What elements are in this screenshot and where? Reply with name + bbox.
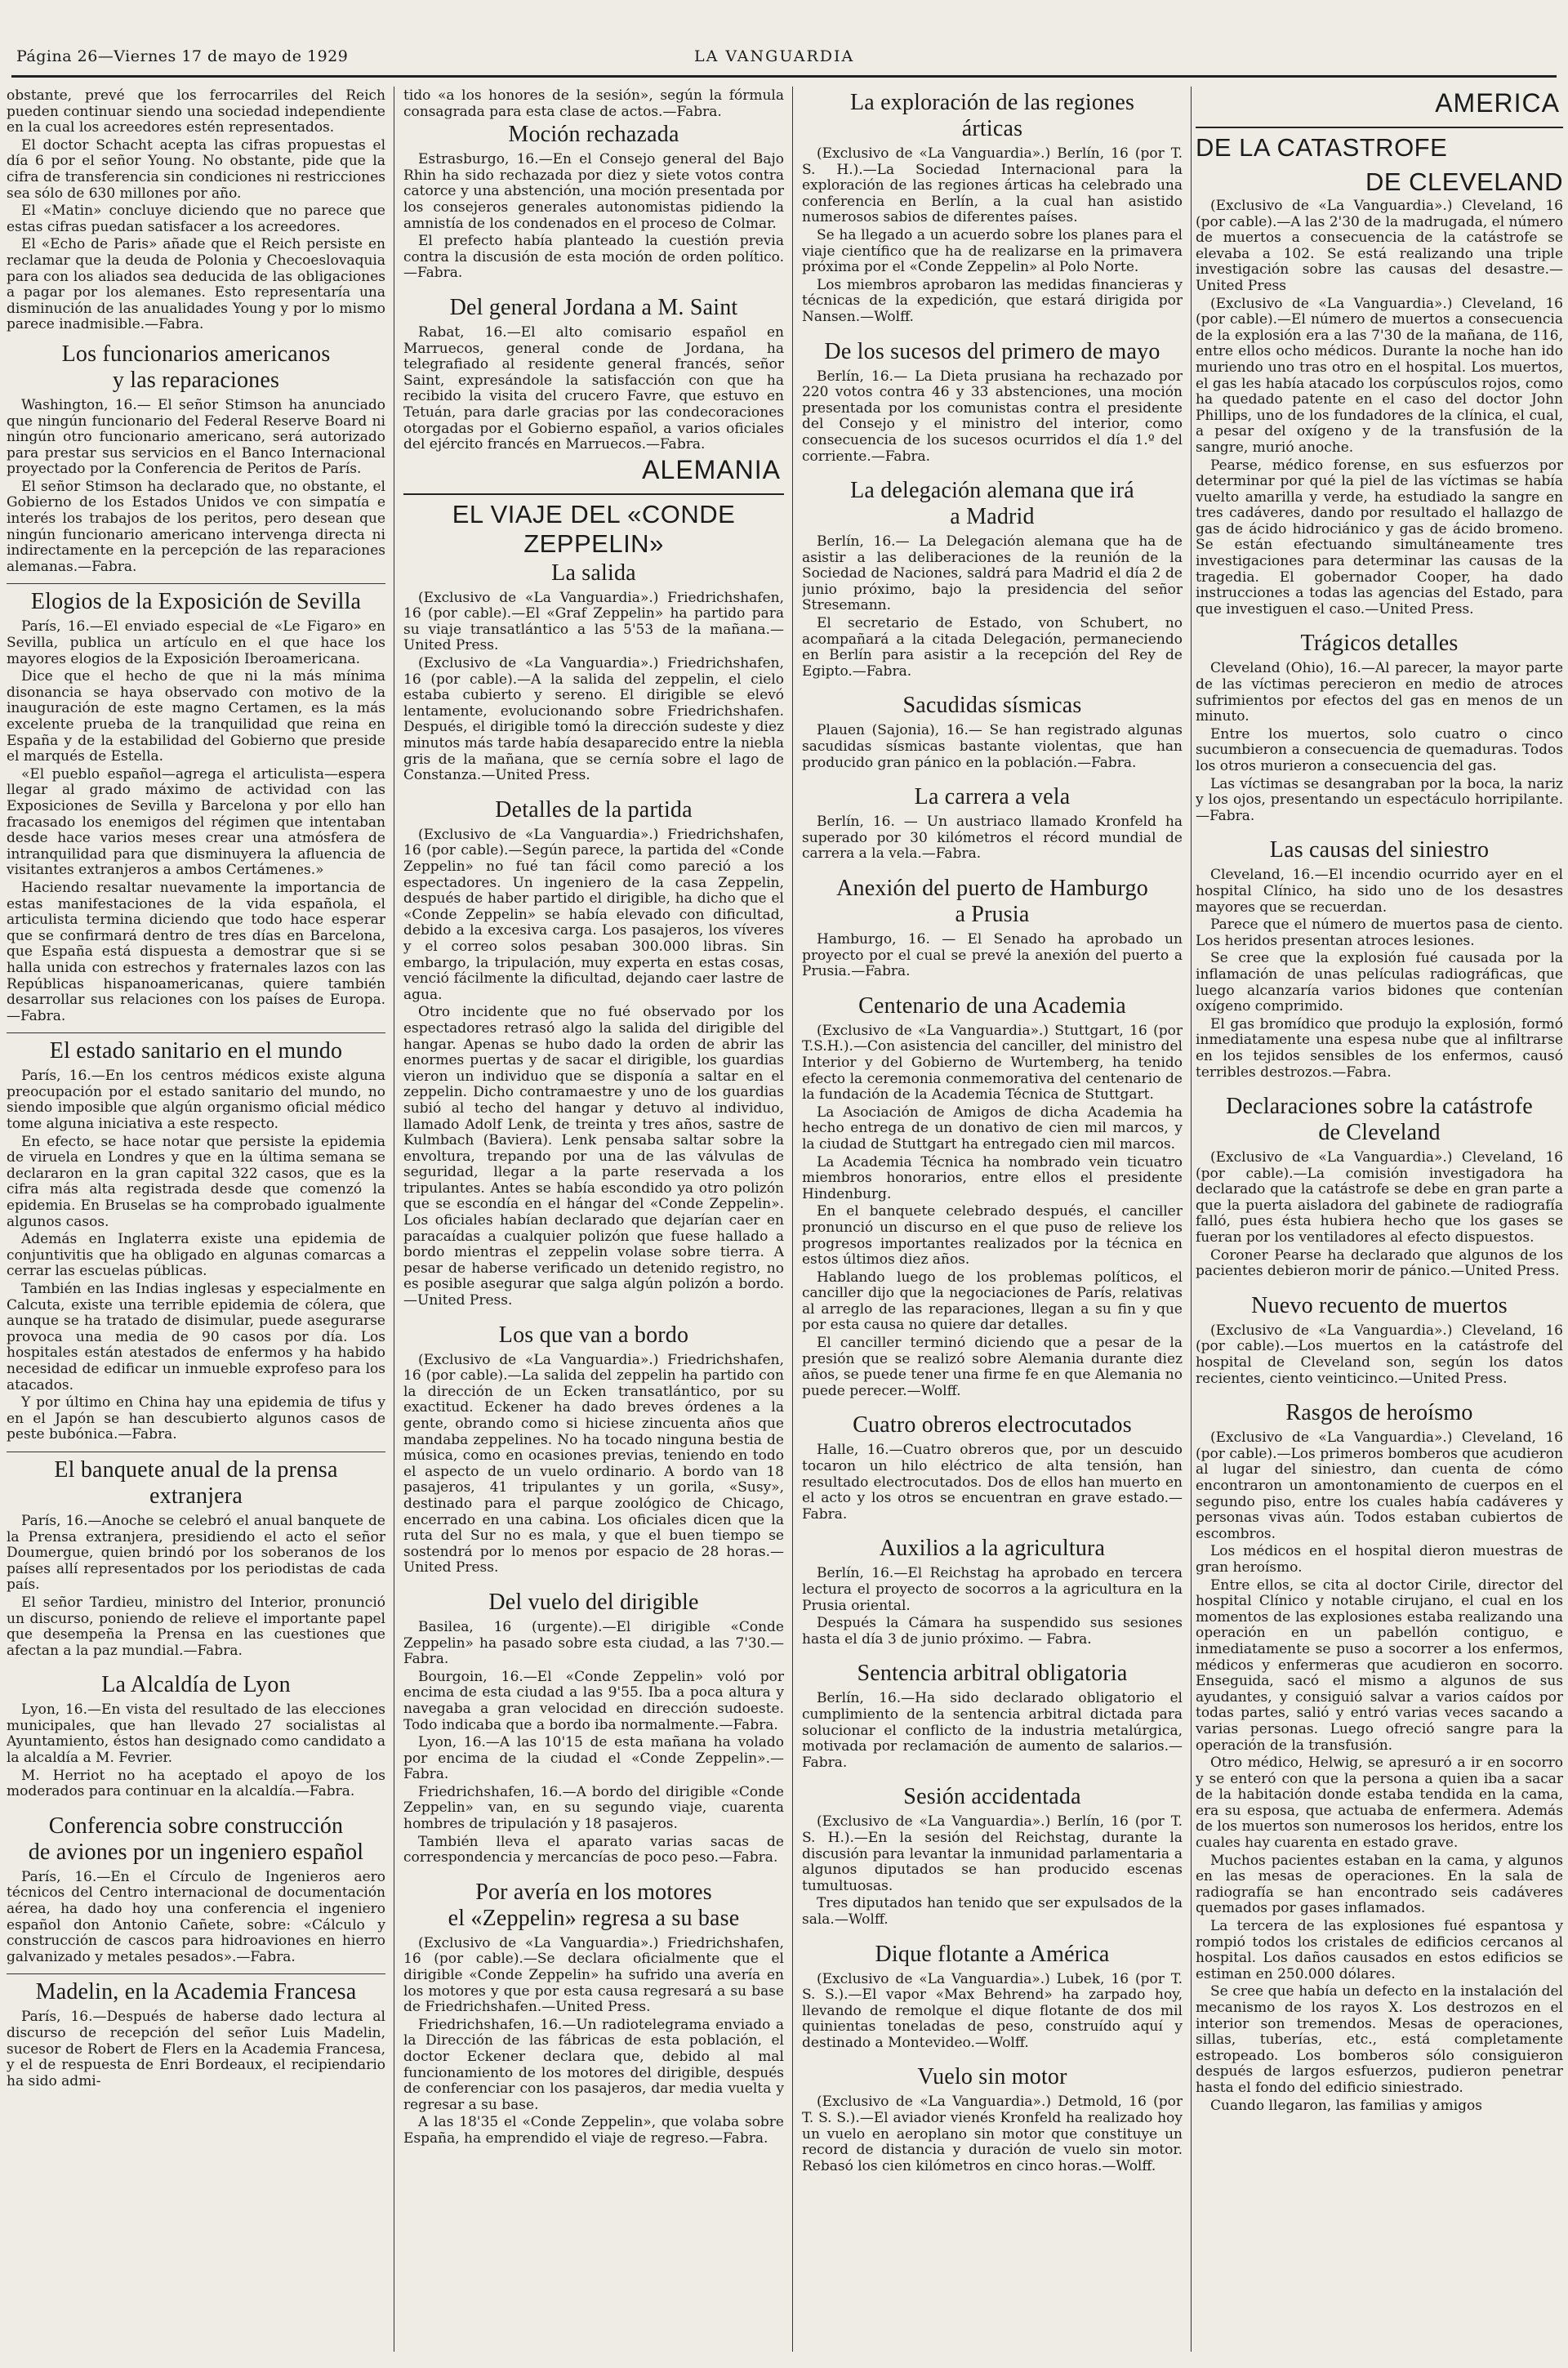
headline: Por avería en los motores el «Zeppelin» regresa a su base (448, 1879, 740, 1931)
article-declaraciones-catastrofe (1196, 1094, 1563, 1280)
headline: Conferencia sobre construcción de aviones por un ingeniero español (28, 1813, 364, 1865)
headline: La delegación alemana que irá a Madrid (850, 478, 1134, 530)
headline: La Alcaldía de Lyon (101, 1672, 291, 1698)
column-2 (403, 88, 784, 2357)
article-funcionarios (7, 341, 385, 576)
paragraph: Los médicos en el hospital dieron muestras de gran heroísmo. (1196, 1543, 1563, 1576)
paragraph: Tres diputados han tenido que ser expulsados de la sala.—Wolff. (802, 1895, 1183, 1928)
article-elogios-exposicion (7, 589, 385, 1024)
headline: Anexión del puerto de Hamburgo a Prusia (836, 876, 1148, 927)
column-4 (1196, 88, 1563, 2357)
headline: La carrera a vela (914, 784, 1071, 810)
headline: El estado sanitario en el mundo (49, 1038, 343, 1064)
article-salida (403, 560, 784, 784)
paragraph: También lleva el aparato varias sacas de correspondencia y mercancías de poco peso.—Fabra. (403, 1833, 784, 1866)
paragraph: Rabat, 16.—El alto comisario español en Marruecos, general conde de Jordana, ha telegrafiado al residente general francés, señor Saint, expresándole la satisfacción con que ha recibido la visita del crucero Favre, que estuvo en Tetuán, para darle gracias por las condecoraciones otorgadas por el Gobierno español, a varios oficiales del ejército francés en Marruecos.—Fabra. (403, 323, 784, 453)
paragraph: M. Herriot no ha aceptado el apoyo de los moderados para continuar en la alcaldía.—Fabra. (7, 1767, 385, 1800)
paragraph: «El pueblo español—agrega el articulista—espera llegar al grado máximo de actividad con las Exposiciones de Sevilla y Barcelona y por ello han fracasado los enemigos del régimen que intentaban desde hace varios meses crear una atmósfera de intranquilidad para que disminuyera la afluencia de visitantes extranjeros a ambos Certámenes.» (7, 765, 385, 879)
article-vuelo-sin-motor (802, 2064, 1183, 2174)
section-divider (1196, 127, 1563, 128)
paragraph: Entre ellos, se cita al doctor Cirile, director del hospital Clínico y notable cirujano, el cual en los momentos de las explosiones estaba realizando una operación en un pabellón contiguo, e inmediatamente se puso a socorrer a los enfermos, médicos y enfermeras que acudieron en socorro. Enseguida, sacó el mismo a algunos de sus ayudantes, y consiguió salvar a varios caídos por todas partes, salió y entró varias veces sacando a varias personas. Luego ofreció sangre para la operación de la transfusión. (1196, 1576, 1563, 1754)
section-divider (403, 493, 784, 495)
headline: Declaraciones sobre la catástrofe de Cleveland (1226, 1094, 1533, 1146)
section-region-label: AMERICA (1435, 88, 1560, 118)
headline: Del general Jordana a M. Saint (449, 294, 738, 320)
paragraph: El «Echo de Paris» añade que el Reich persiste en reclamar que la deuda de Polonia y Checoeslovaquia para con los aliados sea deducida de las obligaciones a pagar por los alemanes. Esto representaría una disminución de las anualidades Young y por lo mismo parece inadmisible.—Fabra. (7, 236, 385, 333)
paragraph: París, 16.—En el Círculo de Ingenieros aero técnicos del Centro internacional de documentación aérea, ha dado hoy una conferencia el ingeniero español don Antonio Cañete, sobre: «Cálculo y construcción de cascos para hidroaviones en hierro galvanizado y metales pesados».—Fabra. (7, 1868, 385, 1965)
paragraph: Lyon, 16.—A las 10'15 de esta mañana ha volado por encima de la ciudad el «Conde Zeppelin».—Fabra. (403, 1734, 784, 1783)
headline: Detalles de la partida (495, 796, 693, 823)
article-recuento-muertos (1196, 1293, 1563, 1387)
article-carrera-vela (802, 784, 1183, 863)
paragraph: tido «a los honores de la sesión», según la fórmula consagrada para esta clase de actos.—Fabra. (403, 88, 784, 120)
main-headline: EL VIAJE DEL «CONDE ZEPPELIN» (452, 499, 736, 558)
paragraph: Berlín, 16. — Un austriaco llamado Kronfeld ha superado por 30 kilómetros el récord mundial de carrera a la vela.—Fabra. (802, 814, 1183, 863)
newspaper-name: LA VANGUARDIA (694, 47, 855, 65)
article-jordana (403, 295, 784, 453)
paragraph: París, 16.—El enviado especial de «Le Figaro» en Sevilla, publica un artículo en el que hace los mayores elogios de la Exposición Iberoamericana. (7, 618, 385, 667)
article-sentencia-arbitral (802, 1661, 1183, 1771)
paragraph: (Exclusivo de «La Vanguardia».) Friedrichshafen, 16 (por cable).—Se declara oficialmente que el dirigible «Conde Zeppelin» ha sufrido una avería en los motores y que por esta causa regresará a su base de Friedrichshafen.—United Press. (403, 1934, 784, 2016)
paragraph: (Exclusivo de «La Vanguardia».) Berlín, 16 (por T. S. H.).—En la sesión del Reichstag, durante la discusión para levantar la inmunidad parlamentaria a algunos diputados se han producido escenas tumultuosas. (802, 1813, 1183, 1894)
article-madelin (7, 1979, 385, 2089)
paragraph: También en las Indias inglesas y especialmente en Calcuta, existe una terrible epidemia de cólera, que aunque se ha tratado de disimular, puede asegurarse provoca una media de 90 casos por día. Los hospitales están atestados de enfermos y ha habido necesidad de edificar un inmueble exprofeso para los atacados. (7, 1281, 385, 1394)
paragraph: El señor Tardieu, ministro del Interior, pronunció un discurso, poniendo de relieve el importante papel que desempeña la Prensa en las cuestiones que afectan a la paz mundial.—Fabra. (7, 1594, 385, 1659)
article-conferencia-aviones (7, 1813, 385, 1966)
paragraph: El secretario de Estado, von Schubert, no acompañará a la citada Delegación, permaneciendo en Berlín para asistir a la recepción del Rey de Egipto.—Fabra. (802, 615, 1183, 680)
paragraph: (Exclusivo de «La Vanguardia».) Friedrichshafen, 16 (por cable).—Según parece, la partida del «Conde Zeppelin» no fué tan fácil como pareció a los espectadores. Un ingeniero de la casa Zeppelin, después de haber partido el dirigible, ha dicho que el «Conde Zeppelin» se había elevado con dificultad, debido a la excesiva carga. Los pasajeros, los víveres y el correo solos pesaban 300.000 libras. Sin embargo, la tripulación, muy experta en estas cosas, venció fácilmente la dificultad, dejando caer lastre de agua. (403, 826, 784, 1003)
paragraph: Bourgoin, 16.—El «Conde Zeppelin» voló por encima de esta ciudad a las 9'55. Iba a poca altura y navegaba a gran velocidad en dirección sudoeste. Todo indicaba que a bordo iba normalmente.—Fabra. (403, 1668, 784, 1733)
article-continuation (403, 88, 784, 120)
article-exploracion-artica (802, 90, 1183, 326)
headline: Sacudidas sísmicas (902, 693, 1082, 719)
main-headline: DE LA CATASTROFE (1196, 133, 1448, 162)
paragraph: Se ha llegado a un acuerdo sobre los planes para el viaje científico que ha de realizarse en la primavera próxima por el «Conde Zeppelin» al Polo Norte. (802, 226, 1183, 276)
paragraph: Se cree que la explosión fué causada por la inflamación de unas películas radiográficas, que luego alcanzaría varios bidones que contenían oxígeno comprimido. (1196, 950, 1563, 1015)
article-divider (7, 583, 385, 584)
article-anexion-hamburgo (802, 876, 1183, 980)
headline: Nuevo recuento de muertos (1251, 1292, 1508, 1318)
paragraph: Los miembros aprobaron las medidas financieras y técnicas de la expedición, que estará dirigida por Nansen.—Wolff. (802, 276, 1183, 325)
headline: Centenario de una Academia (858, 992, 1126, 1019)
paragraph: Cleveland (Ohio), 16.—Al parecer, la mayor parte de las víctimas perecieron en medio de atroces sufrimientos por efectos del gas en menos de un minuto. (1196, 660, 1563, 725)
column-rule (1191, 87, 1192, 2352)
headline: Sentencia arbitral obligatoria (857, 1661, 1128, 1687)
paragraph: Friedrichshafen, 16.—A bordo del dirigible «Conde Zeppelin» van, en su segundo viaje, cuarenta hombres de tripulación y 18 pasajeros. (403, 1783, 784, 1833)
article-vuelo-dirigible (403, 1590, 784, 1866)
paragraph: Cuando llegaron, las familias y amigos (1210, 2097, 1482, 2114)
paragraph: Haciendo resaltar nuevamente la importancia de estas manifestaciones de la vida española, el articulista termina diciendo que todo hace esperar que se confirmará dentro de tres días en Barcelona, que España está dispuesta a demostrar que si se halla unida con estrechos y fraternales lazos con las Repúblicas hispanoamericanas, quiere también desarrollar sus relaciones con los países de Europa.—Fabra. (7, 879, 385, 1024)
article-tragicos-detalles (1196, 631, 1563, 824)
paragraph: Pearse, médico forense, en sus esfuerzos por determinar por qué la piel de las víctimas se había vuelto amarilla y verde, ha estudiado la sangre en tres cadáveres, dando por resultado el hallazgo de gas de ácido hidrociánico y gas de ácido bromeno. Se están efectuando simultáneamente tres investigaciones para determinar las causas de la tragedia. El gobernador Cooper, ha dado instrucciones a todas las agencias del Estado, para que investiguen el caso.—United Press. (1196, 457, 1563, 618)
column-rule (792, 87, 793, 2352)
paragraph: Las víctimas se desangraban por la boca, la nariz y los ojos, presentando un espectáculo horripilante.—Fabra. (1196, 775, 1563, 824)
paragraph: Berlín, 16.— La Delegación alemana que ha de asistir a las deliberaciones de la reunión de la Sociedad de Naciones, saldrá para Madrid el día 2 de junio próximo, bajo la presidencia del señor Stresemann. (802, 533, 1183, 614)
paragraph: obstante, prevé que los ferrocarriles del Reich pueden continuar siendo una sociedad independiente en la cual los acreedores estén representados. (7, 88, 385, 136)
paragraph: El señor Stimson ha declarado que, no obstante, el Gobierno de los Estados Unidos ve con simpatía e interés los trabajos de los peritos, pero desean que ningún funcionario americano intervenga directa ni indirectamente en la percepción de las reparaciones alemanas.—Fabra. (7, 478, 385, 575)
paragraph: El gas bromídico que produjo la explosión, formó inmediatamente una espesa nube que al infiltrarse en los tejidos sensibles de los enfermos, causó terribles destrozos.—Fabra. (1196, 1015, 1563, 1081)
paragraph: (Exclusivo de «La Vanguardia».) Cleveland, 16 (por cable).—La comisión investigadora ha declarado que la catástrofe se debe en gran parte a que la puerta aisladora del gabinete de radiografía falló, pues ésta hubiera hecho que los gases se fueran por los ventiladores al efecto dispuestos. (1196, 1149, 1563, 1246)
paragraph: (Exclusivo de «La Vanguardia».) Cleveland, 16 (por cable).—El número de muertos a consecuencia de la explosión era a las 7'30 de la mañana, de 116, entre ellos ocho médicos. Durante la noche han ido muriendo uno tras otro en el hospital. Los muertos, el gas les había atacado los corpúsculos rojos, como ha quedado patente en el caso del doctor John Phillips, uno de los fundadores de la clínica, el cual, a pesar del oxígeno y de la transfusión de la sangre, murió anoche. (1196, 295, 1563, 456)
article-detalles-partida (403, 797, 784, 1309)
headline: Auxilios a la agricultura (879, 1536, 1106, 1562)
paragraph: Berlín, 16.— La Dieta prusiana ha rechazado por 220 votos contra 46 y 33 abstenciones, una moción presentada por los comunistas contra el presidente del Consejo y el ministro del interior, como consecuencia de los sucesos ocurridos el día 1.º del corriente.—Fabra. (802, 368, 1183, 465)
paragraph: Dice que el hecho de que ni la más mínima disonancia se haya observado con motivo de la inauguración de este magno Certamen, es la más excelente prueba de la tranquilidad que reina en España y de la estabilidad del Gobierno que preside el marqués de Estella. (7, 668, 385, 765)
headline: De los sucesos del primero de mayo (824, 338, 1160, 364)
article-obreros-electrocutados (802, 1412, 1183, 1523)
headline: Moción rechazada (508, 122, 679, 148)
page-header (11, 46, 1557, 78)
headline: Las causas del siniestro (1269, 837, 1490, 863)
paragraph: La Asociación de Amigos de dicha Academia ha hecho entrega de un donativo de cien mil marcos, y la ciudad de Stuttgart ha entregado cien mil marcos. (802, 1104, 1183, 1153)
article-rasgos-heroismo (1196, 1400, 1563, 2114)
paragraph: Hablando luego de los problemas políticos, el canciller dijo que la negociaciones de París, relativas al arreglo de las reparaciones, llegan a su fin y que por esta causa no quiere dar detalles. (802, 1269, 1183, 1334)
article-dique-flotante (802, 1942, 1183, 2052)
paragraph: Muchos pacientes estaban en la cama, y algunos en las mesas de operaciones. En la sala de radiografía se han encontrado seis cadáveres quemados por gases inflamados. (1196, 1852, 1563, 1917)
article-divider (7, 1032, 385, 1033)
headline: Sesión accidentada (903, 1784, 1081, 1810)
paragraph: El canciller terminó diciendo que a pesar de la presión que se realizó sobre Alemania durante diez años, se puede tener una firme fe en que Alemania no puede perecer.—Wolff. (802, 1335, 1183, 1399)
article-primero-mayo (802, 339, 1183, 466)
paragraph: (Exclusivo de «La Vanguardia».) Cleveland, 16 (por cable).—Los primeros bomberos que acudieron al lugar del siniestro, dan cuenta de cómo encontraron un amontonamiento de cuerpos en el segundo piso, entre los cuales había cadáveres y personas vivas aún. Todos estaban cubiertos de escombros. (1196, 1429, 1563, 1542)
article-causas-siniestro (1196, 837, 1563, 1081)
paragraph: Después la Cámara ha suspendido sus sesiones hasta el día 3 de junio próximo. — Fabra. (802, 1615, 1183, 1648)
headline: Madelin, en la Academia Francesa (35, 1979, 357, 2005)
paragraph: París, 16.—Después de haberse dado lectura al discurso de recepción del señor Luis Madelin, sucesor de Robert de Flers en la Academia Francesa, y el de respuesta de Enri Bordeaux, el recipiendario ha sido admi- (7, 2009, 385, 2089)
section-region-label: ALEMANIA (642, 454, 781, 484)
paragraph: Se cree que había un defecto en la instalación del mecanismo de los rayos X. Los destrozos en el interior son tremendos. Mesas de operaciones, sillas, tuberías, etc., está completamente estropeado. Los bomberos sólo consiguieron después de largos esfuerzos, pudieron penetrar hasta el fondo del edificio siniestrado. (1196, 1983, 1563, 2096)
article-banquete-prensa (7, 1457, 385, 1659)
paragraph: Basilea, 16 (urgente).—El dirigible «Conde Zeppelin» ha pasado sobre esta ciudad, a las 7'30.—Fabra. (403, 1618, 784, 1668)
paragraph: La tercera de las explosiones fué espantosa y rompió todos los cristales de edificios cercanos al hospital. Los daños causados en estos edificios se estiman en 250.000 dólares. (1196, 1918, 1563, 1982)
column-1 (7, 88, 385, 2357)
page-info: Página 26—Viernes 17 de mayo de 1929 (16, 47, 349, 65)
article-catastrofe-cleveland (1196, 198, 1563, 618)
headline: Los que van a bordo (498, 1322, 689, 1348)
paragraph: A las 18'35 el «Conde Zeppelin», que volaba sobre España, ha emprendido el viaje de regreso.—Fabra. (403, 2114, 784, 2147)
article-sacudidas-sismicas (802, 693, 1183, 771)
paragraph: Hamburgo, 16. — El Senado ha aprobado un proyecto por el cual se prevé la anexión del puerto a Prusia.—Fabra. (802, 931, 1183, 980)
paragraph: Friedrichshafen, 16.—Un radiotelegrama enviado a la Dirección de las fábricas de esta población, el doctor Eckener declara que, debido al mal funcionamiento de los motores del dirigible, después de conferenciar con los pasajeros, dar media vuelta y regresar a su base. (403, 2016, 784, 2113)
paragraph: Berlín, 16.—El Reichstag ha aprobado en tercera lectura el proyecto de socorros a la agricultura en la Prusia oriental. (802, 1565, 1183, 1614)
article-sesion-accidentada (802, 1784, 1183, 1928)
article-divider (7, 1973, 385, 1974)
paragraph: Lyon, 16.—En vista del resultado de las elecciones municipales, que han llevado 27 socialistas al Ayuntamiento, éstos han designado como candidato a la alcaldía a M. Fevrier. (7, 1701, 385, 1767)
headline: Los funcionarios americanos y las reparaciones (61, 341, 331, 393)
article-averia-motores (403, 1880, 784, 2147)
paragraph: (Exclusivo de «La Vanguardia».) Stuttgart, 16 (por T.S.H.).—Con asistencia del canciller, del ministro del Interior y del Gobierno de Wurtemberg, ha tenido efecto la ceremonia conmemorativa del centenario de la fundación de la Academia Técnica de Stuttgart. (802, 1022, 1183, 1104)
paragraph: Otro médico, Helwig, se apresuró a ir en socorro y se enteró con que la persona a quien iba a sacar de la habitación donde estaba tendida en la cama, era su esposa, que actuaba de enfermera. Además de los muertos son numerosos los heridos, entre los cuales hay cuarenta en estado grave. (1196, 1755, 1563, 1852)
headline: Dique flotante a América (875, 1941, 1110, 1967)
headline: Del vuelo del dirigible (488, 1589, 699, 1615)
paragraph: (Exclusivo de «La Vanguardia».) Friedrichshafen, 16 (por cable).—La salida del zeppelin ha partido con la dirección de un Ecken transatlántico, por su exactitud. Eckener ha dado breves órdenes a la gente, obrando como si hiciese zincuenta años que mandaba zeppelines. No ha tocado ninguna bestia de música, como en ocasiones previas, teniendo en todo el aspecto de un vuelo ordinario. A bordo van 18 pasajeros, 41 tripulantes y un gorila, «Susy», destinado para el parque zoológico de Chicago, encerrado en una cabina. Los oficiales dicen que la ruta del Sur no es mala, y que el buen tiempo se sostendrá por lo menos por espacio de 28 horas.—United Press. (403, 1351, 784, 1576)
paragraph: Además en Inglaterra existe una epidemia de conjuntivitis que ha obligado en algunas comarcas a cerrar las escuelas públicas. (7, 1231, 385, 1280)
headline: El banquete anual de la prensa extranjera (54, 1456, 338, 1509)
column-3 (802, 88, 1183, 2357)
paragraph: Parece que el número de muertos pasa de ciento. Los heridos presentan atroces lesiones. (1196, 916, 1563, 949)
paragraph: Washington, 16.— El señor Stimson ha anunciado que ningún funcionario del Federal Reserve Board ni ningún otro funcionario americano, será autorizado para prestar sus servicios en el Banco Internacional proyectado por la Conferencia de Peritos de París. (7, 396, 385, 478)
article-estado-sanitario (7, 1038, 385, 1443)
paragraph: Plauen (Sajonia), 16.— Se han registrado algunas sacudidas sísmicas bastante violentas, que han producido gran pánico en la población.—Fabra. (802, 722, 1183, 771)
paragraph: (Exclusivo de «La Vanguardia».) Friedrichshafen, 16 (por cable).—El «Graf Zeppelin» ha partido para su viaje transatlántico a las 5'53 de la mañana.—United Press. (403, 589, 784, 654)
paragraph: En efecto, se hace notar que persiste la epidemia de viruela en Londres y que en la última semana se declararon en la gran capital 322 casos, que es la cifra más alta registrada desde que comenzó la epidemia. En Bruselas se ha comprobado igualmente algunos casos. (7, 1133, 385, 1230)
paragraph: Y por último en China hay una epidemia de tifus y en el Japón se han descubierto algunos casos de peste bubónica.—Fabra. (7, 1394, 385, 1443)
headline: Vuelo sin motor (917, 2064, 1067, 2090)
paragraph: (Exclusivo de «La Vanguardia».) Friedrichshafen, 16 (por cable).—A la salida del zeppelin, el cielo estaba cubierto y sereno. El dirigible se elevó lentamente, evolucionando sobre Friedrichshafen. Después, el dirigible tomó la dirección sudeste y diez minutos más tarde había desaparecido entre la niebla gris de la mañana, que se cernía sobre el lago de Constanza.—United Press. (403, 655, 784, 784)
article-auxilios-agricultura (802, 1536, 1183, 1648)
paragraph: Cleveland, 16.—El incendio ocurrido ayer en el hospital Clínico, ha sido uno de los desastres mayores que se recuerdan. (1196, 867, 1563, 916)
paragraph: Coroner Pearse ha declarado que algunos de los pacientes debieron morir de pánico.—United Press. (1196, 1246, 1563, 1280)
headline: Rasgos de heroísmo (1285, 1400, 1473, 1426)
paragraph: París, 16.—En los centros médicos existe alguna preocupación por el estado sanitario del mundo, no siendo imposible que algún organismo oficial médico tome alguna iniciativa a este respecto. (7, 1068, 385, 1133)
paragraph: El «Matin» concluye diciendo que no parece que estas cifras puedan satisfacer a los acreedores. (7, 203, 385, 235)
paragraph: El prefecto había planteado la cuestión previa contra la discusión de esta moción de orden político.—Fabra. (403, 233, 784, 282)
paragraph: París, 16.—Anoche se celebró el anual banquete de la Prensa extranjera, presidiendo el acto el señor Doumergue, quien brindó por los soberanos de los países allí representados por los periodistas de cada país. (7, 1512, 385, 1594)
article-alcaldia-lyon (7, 1672, 385, 1800)
paragraph: El doctor Schacht acepta las cifras propuestas el día 6 por el señor Young. No obstante, pide que la cifra de transferencia sin condiciones ni restricciones sea sólo de 630 millones por año. (7, 136, 385, 202)
paragraph: (Exclusivo de «La Vanguardia».) Lubek, 16 (por T. S. S.).—El vapor «Max Behrend» ha zarpado hoy, llevando de remolque el dique flotante de dos mil quinientas toneladas de peso, construído aquí y destinado a Montevideo.—Wolff. (802, 1970, 1183, 2051)
headline: Elogios de la Exposición de Sevilla (30, 589, 362, 615)
paragraph: Otro incidente que no fué observado por los espectadores retrasó algo la salida del dirigible del hangar. Apenas se hubo dado la orden de abrir las enormes puertas y de sacar el dirigible, los guardias vieron un individuo que se disponía a saltar en el zeppelin. Dicho contramaestre y uno de los guardias subió al techo del hangar y detuvo al individuo, llamado Adolf Lenk, de treinta y tres años, sastre de Kulmbach (Baviera). Lenk pensaba saltar sobre la envoltura, trepando por una de las válvulas de seguridad, llegar a la parte reservada a los tripulantes. Antes se había escondido ya otro polizón que se escondía en el hángar del «Conde Zeppelin». Los oficiales habían declarado que dejarían caer en paracaídas a cualquier polizón que fuese hallado a bordo mientras el zeppelin volase sobre tierra. A pesar de haberse verificado un detenido registro, no es posible asegurar que salga algún polizón a bordo.—United Press. (403, 1004, 784, 1309)
article-continuation (7, 88, 385, 333)
headline: La salida (551, 560, 636, 586)
article-delegacion-madrid (802, 478, 1183, 680)
paragraph: En el banquete celebrado después, el canciller pronunció un discurso en el que puso de relieve los progresos importantes realizados por la técnica en estos últimos diez años. (802, 1203, 1183, 1269)
article-mocion-rechazada (403, 122, 784, 282)
headline: Cuatro obreros electrocutados (853, 1412, 1132, 1438)
paragraph: (Exclusivo de «La Vanguardia».) Cleveland, 16 (por cable).—Los muertos en la catástrofe del hospital de Cleveland son, según los datos recientes, ciento veinticinco.—United Press. (1196, 1322, 1563, 1387)
paragraph: Berlín, 16.—Ha sido declarado obligatorio el cumplimiento de la sentencia arbitral dictada para solucionar el conflicto de la industria metalúrgica, motivada por reclamación de aumento de salarios.—Fabra. (802, 1690, 1183, 1771)
paragraph: La Academia Técnica ha nombrado vein ticuatro miembros honorarios, entre ellos el presidente Hindenburg. (802, 1153, 1183, 1202)
paragraph: (Exclusivo de «La Vanguardia».) Detmold, 16 (por T. S. S.).—El aviador vienés Kronfeld ha realizado hoy un vuelo en aeroplano sin motor que constituye un record de distancia y duración de vuelo sin motor. Rebasó los cien kilómetros en cinco horas.—Wolff. (802, 2094, 1183, 2174)
article-a-bordo (403, 1322, 784, 1576)
paragraph: (Exclusivo de «La Vanguardia».) Cleveland, 16 (por cable).—A las 2'30 de la madrugada, el número de muertos a consecuencia de la catástrofe se elevaba a 102. Se está realizando una triple investigación sobre las causas del desastre.—United Press (1196, 198, 1563, 294)
article-centenario-academia (802, 993, 1183, 1400)
paragraph: Estrasburgo, 16.—En el Consejo general del Bajo Rhin ha sido rechazada por diez y siete votos contra catorce y una abstención, una moción presentada por los consejeros generales autonomistas pidiendo la amnistía de los condenados en el proceso de Colmar. (403, 151, 784, 232)
headline: Trágicos detalles (1300, 631, 1459, 657)
paragraph: Halle, 16.—Cuatro obreros que, por un descuido tocaron un hilo eléctrico de alta tensión, han resultado electrocutados. Dos de ellos han muerto en el acto y los otros se encuentran en grave estado.—Fabra. (802, 1442, 1183, 1523)
paragraph: (Exclusivo de «La Vanguardia».) Berlín, 16 (por T. S. H.).—La Sociedad Internacional para la exploración de las regiones árticas ha celebrado una conferencia en Berlín, a la cual han asistido numerosos sabios de diferentes países. (802, 145, 1183, 226)
main-headline: DE CLEVELAND (1365, 167, 1563, 196)
paragraph: Entre los muertos, solo cuatro o cinco sucumbieron a consecuencia de quemaduras. Todos los otros murieron a consecuencia del gas. (1196, 725, 1563, 774)
headline: La exploración de las regiones árticas (849, 90, 1135, 141)
